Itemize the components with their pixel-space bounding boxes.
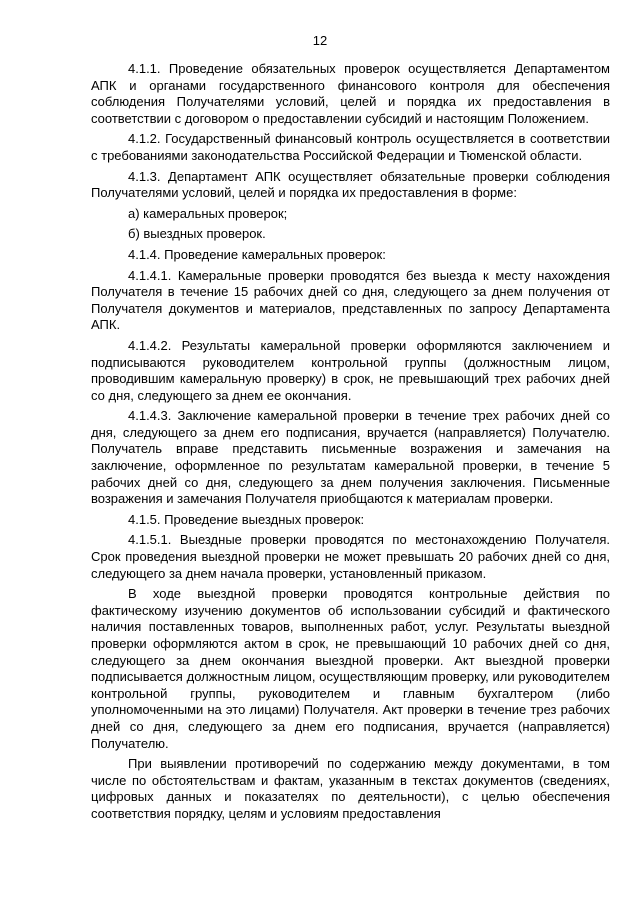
paragraph-4-1-4: 4.1.4. Проведение камеральных проверок: [128, 246, 386, 262]
paragraph-4-1-4-1: 4.1.4.1. Камеральные проверки проводятся без выезда к месту нахождения Получателя в течение 15 рабочих дней со дня, следующего за днем получения от Получателя документов и материалов, представленных по запросу Департамента АПК. [91, 267, 610, 333]
paragraph-4-1-4-3: 4.1.4.3. Заключение камеральной проверки в течение трех рабочих дней со дня, следующего за днем его подписания, вручается (направляется) Получателю. Получатель вправе представить письменные возражения и замечания на заключение, оформленное по результатам камеральной проверки, в течение 5 рабочих дней со дня, следующего за днем получения заключения. Письменные возражения и замечания Получателя приобщаются к материалам проверки. [91, 408, 610, 507]
document-body [91, 61, 610, 827]
list-item-b: б) выездных проверок. [128, 226, 266, 242]
paragraph-onsite-inspection: В ходе выездной проверки проводятся контрольные действия по фактическому изучению документов об использовании субсидий и фактического наличия поставленных товаров, выполненных работ, услуг. Результаты выездной проверки оформляются актом в срок, не превышающий 10 рабочих дней со дня, следующего за днем окончания выездной проверки. Акт выездной проверки подписывается должностным лицом, осуществляющим проверку, или руководителем контрольной группы, руководителем и главным бухгалтером (либо уполномоченными на это лицами) Получателя. Акт проверки в течение трез рабочих дней со дня, следующего за днем его подписания, вручается (направляется) Получателю. [91, 586, 610, 751]
paragraph-4-1-1: 4.1.1. Проведение обязательных проверок осуществляется Департаментом АПК и органами государственного финансового контроля для обеспечения соблюдения Получателями условий, целей и порядка их предоставления в соответствии с договором о предоставлении субсидий и настоящим Положением. [91, 61, 610, 126]
paragraph-4-1-5: 4.1.5. Проведение выездных проверок: [128, 511, 365, 527]
page-number: 12 [312, 33, 328, 48]
paragraph-4-1-3: 4.1.3. Департамент АПК осуществляет обязательные проверки соблюдения Получателями условий, целей и порядка их предоставления в форме: [91, 168, 610, 201]
paragraph-4-1-2: 4.1.2. Государственный финансовый контроль осуществляется в соответствии с требованиями законодательства Российской Федерации и Тюменской области. [91, 131, 610, 163]
list-item-a: а) камеральных проверок; [128, 205, 288, 221]
paragraph-4-1-5-1: 4.1.5.1. Выездные проверки проводятся по местонахождению Получателя. Срок проведения выездной проверки не может превышать 20 рабочих дней со дня, следующего за днем начала проверки, установленный приказом. [91, 532, 610, 581]
paragraph-4-1-4-2: 4.1.4.2. Результаты камеральной проверки оформляются заключением и подписываются руководителем контрольной группы (должностным лицом, проводившим камеральную проверку) в срок, не превышающий трех рабочих дней со дня, следующего за днем ее окончания. [91, 337, 610, 403]
paragraph-contradictions: При выявлении противоречий по содержанию между документами, в том числе по обстоятельствам и фактам, указанным в текстах документов (сведениях, цифровых данных и показателях по деятельности), с целью обеспечения соответствия порядку, целям и условиям предоставления [91, 756, 610, 821]
